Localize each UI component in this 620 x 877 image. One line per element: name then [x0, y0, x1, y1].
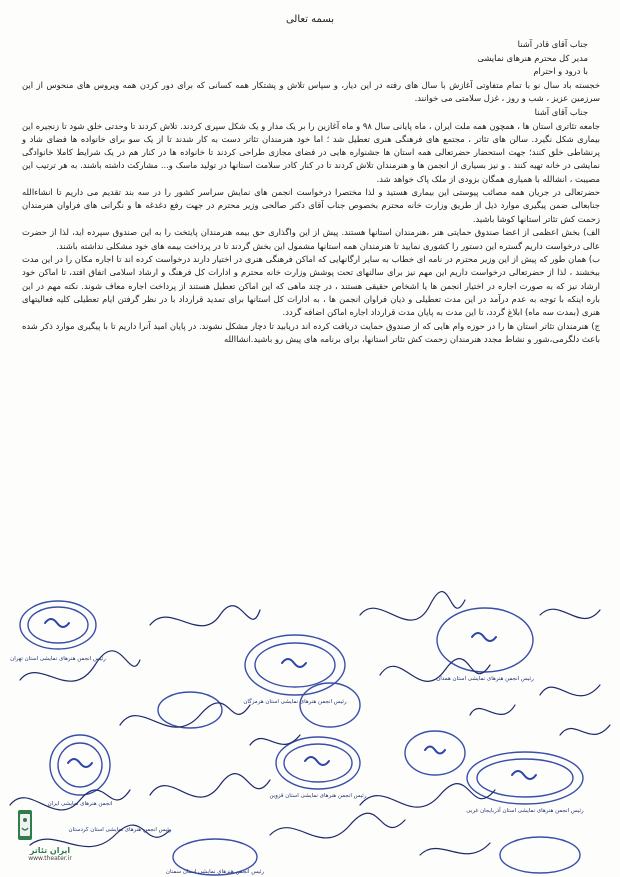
paragraph: جناب آقای آشنا [534, 107, 588, 118]
stamp [405, 731, 465, 775]
stamp-caption: رئیس انجمن هنرهای نمایشی استان قزوین [269, 793, 367, 799]
watermark-url: www.theater.ir [28, 855, 72, 862]
stamp-caption: رئیس انجمن هنرهای نمایشی استان کردستان [68, 827, 172, 833]
paragraph: حضرتعالی در جریان همه مصائب پیوستی این بیماری هستید و لذا مختصرا درخواست انجمن های نمایش سراسر کشور را در سه بند تقدیم می داریم تا انشاءالله جنابعالی ضمن پیگیری موارد ذیل از طریق وزارت خانه محترم بخصوص جناب آقای دکتر صالحی وزیر محترم در جهت رفع دغدغه ها و نگرانی های فراوان هنرمندان زحمت کش تئاتر استانها کوشا باشید. [22, 187, 600, 224]
stamp-caption: انجمن هنرهای نمایشی ایران [47, 801, 113, 807]
signatures-stamps [0, 585, 620, 877]
stamp-caption: رئیس انجمن هنرهای نمایشی استان سمنان [165, 869, 265, 875]
letter-heading: بسمه تعالی [285, 14, 335, 25]
stamp [50, 735, 110, 795]
paragraph: الف) بخش اعظمی از اعضا صندوق حمایتی هنر ،هنرمندان استانها هستند. پیش از این واگذاری حق بیمه هنرمندان پایتخت را به این صندوق سپرده اید، لذا از حضرت عالی درخواست داریم گستره این دستور را کشوری نمایید تا هنرمندان همه استانها مشمول این بخش گردند تا در پرداخت بیمه های خود مشکلی نداشته باشند. [22, 227, 600, 251]
letter-body [22, 38, 600, 347]
stamp-caption: رئیس انجمن هنرهای نمایشی استان هرمزگان [243, 699, 347, 705]
addressee-position: مدیر کل محترم هنرهای نمایشی [477, 52, 588, 63]
stamp-caption: رئیس انجمن هنرهای نمایشی استان تهران [10, 656, 106, 662]
stamp [158, 692, 222, 728]
watermark-site: ایران تئاتر [29, 846, 71, 855]
paragraph: جامعه تئاتری استان ها ، همچون همه ملت ایران ، ماه پایانی سال ۹۸ و ماه آغازین را بر یک مدار و یک شکل سپری کردند. تلاش کردند تا وحدتی خلق شود تا زنجیره این بیماری شکل نگیرد. سالن های تئاتر ، مجتمع های فرهنگی هنری تعطیل شد ؛ اما خود هنرمندان تئاتر دست به کار شدند تا از یک سو برای خانواده ها فضای شاد و پرنشاطی خلق کنند؛ جهت استحضار حضرتعالی همه استان ها جشنواره هایی در فضای مجازی طراحی کردند تا خانواده ها در کنار هم در یک شرایط کاملا خانوادگی نمایشی در خانه تهیه کنند . و نیز بسیاری از انجمن ها و هنرمندان تلاش کردند تا در کنار کادر سلامت استانها در تولید ماسک و... مشارکت داشته باشند. به هر ترتیب این مصیبت ، انشالله با همیاری همگان بزودی از ملک پاک خواهد شد. [22, 120, 600, 184]
stamp [500, 837, 580, 873]
stamp [467, 752, 583, 804]
paragraph: ج) هنرمندان تئاتر استان ها را در حوزه وام هایی که از صندوق حمایت دریافت کرده اند دریابید تا دچار مشکل نشوند. در پایان امید آنرا داریم تا با پیگیری موارد ذکر شده باعث دلگرمی،شور و نشاط مجدد هنرمندان زحمت کش تئاتر استانها، برای برنامه های پیش رو باشید.انشاالله [22, 320, 600, 344]
greeting: با درود و احترام [533, 66, 588, 77]
watermark-text [20, 846, 80, 862]
addressee: جناب آقای قادر آشنا [517, 39, 588, 49]
signature [10, 592, 610, 855]
paragraph: ب) همان طور که پیش از این وزیر محترم در نامه ای خطاب به سایر ارگانهایی که اماکن فرهنگی هنری در اختیار دارند درخواست کرده اند تا اجاره مکان را در این مدت ببخشند ، لذا از حضرتعالی درخواست داریم این مهم نیز برای سالنهای تحت پوشش وزارت خانه محترم و ادارات کل فرهنگ و ارشاد اسلامی اتفاق افتد، تا اماکن خود ارشاد نیز که به صورت اجاره در اختیار انجمن ها یا اشخاص حقیقی هستند ، در چند ماهی که این اماکن تعطیل هستند از پرداخت اجاره معاف شوند. نکته مهم در این باره اینکه با توجه به عدم درآمد در این مدت تعطیلی و ذیان فراوان انجمن ها ، به ادارات کل استانها برای تمدید قرارداد با در نظر گرفتن ایام تعطیلی کلیه فعالیتهای هنری (بمدت سه ماه) ابلاغ گردد، تا این مدت به پایان مدت قرارداد اجاره اماکن اضافه گردد. [22, 254, 600, 318]
stamp-caption: رئیس انجمن هنرهای نمایشی استان آذربایجان غربی [466, 808, 584, 814]
signatures-area [0, 585, 620, 877]
paragraph: خجسته باد سال نو با تمام متفاوتی آغازش با سال های رفته در این دیار، و سپاس تلاش و پشتکار همه کسانی که برای دور کردن همه ویروس های منحوس از این سرزمین عزیز ، شب و روز ، غزل سلامتی می خوانند. [22, 80, 600, 104]
stamp-caption: رئیس انجمن هنرهای نمایشی استان همدان [436, 676, 534, 682]
stamp [300, 683, 360, 727]
